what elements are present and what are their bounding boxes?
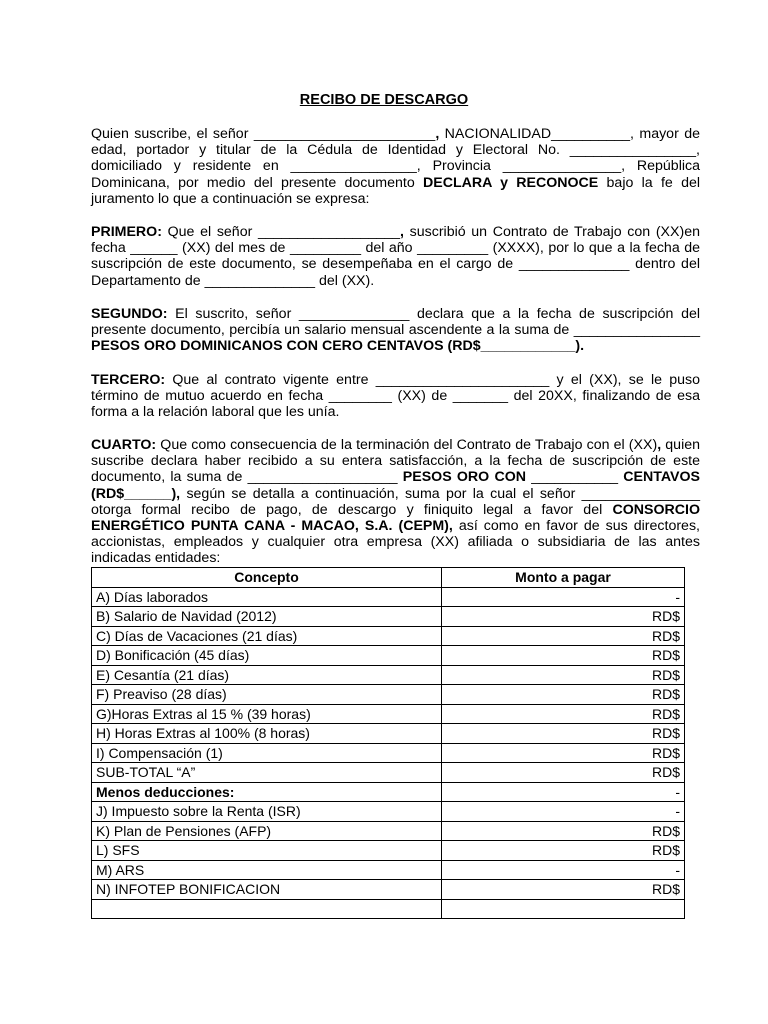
table-row (92, 782, 685, 802)
tercero-segment: TERCERO: (91, 372, 166, 388)
tercero-segment: Que al contrato vigente entre ______________________ y el (XX), se le puso término de mutuo acuerdo en fecha ________ (XX) de _______ del 20XX, finalizando de esa forma a la relación laboral que les unía. (91, 372, 700, 421)
intro-segment: , (435, 126, 440, 142)
concept-cell: C) Días de Vacaciones (21 días) (92, 626, 442, 646)
primero-segment: PRIMERO: (91, 224, 162, 240)
concept-cell: I) Compensación (1) (92, 743, 442, 763)
amount-cell: RD$ (442, 763, 685, 783)
amount-cell: RD$ (442, 685, 685, 705)
amount-cell: RD$ (442, 821, 685, 841)
segundo-segment: SEGUNDO: (91, 306, 168, 322)
table-row (92, 587, 685, 607)
segundo-segment: PESOS ORO DOMINICANOS CON CERO CENTAVOS (RD$____________). (91, 338, 585, 355)
table-row (92, 899, 685, 919)
concept-cell: G)Horas Extras al 15 % (39 horas) (92, 704, 442, 724)
cuarto-segment: según se detalla a continuación, suma por la cual el señor _______________ otorga formal recibo de pago, de descargo y finiquito legal a favor del (91, 485, 700, 518)
table-row (92, 724, 685, 744)
column-header-monto: Monto a pagar (442, 568, 685, 588)
primero-segment: Que el señor __________________ (161, 224, 401, 240)
concept-cell: K) Plan de Pensiones (AFP) (92, 821, 442, 841)
table-row (92, 665, 685, 685)
table-header-row (92, 568, 685, 588)
table-row (92, 626, 685, 646)
concept-cell: A) Días laborados (92, 587, 442, 607)
amount-cell: RD$ (442, 607, 685, 627)
table-row (92, 704, 685, 724)
primero-paragraph (91, 224, 700, 289)
intro-segment: bajo la fe del juramento lo que a continuación se expresa: (91, 174, 700, 207)
concept-cell: J) Impuesto sobre la Renta (ISR) (92, 802, 442, 822)
column-header-concepto: Concepto (92, 568, 442, 588)
amount-cell: RD$ (442, 665, 685, 685)
amount-cell: - (442, 587, 685, 607)
concept-cell (92, 899, 442, 919)
concept-cell: Menos deducciones: (92, 782, 442, 802)
table-row (92, 802, 685, 822)
table-row (92, 821, 685, 841)
table-row (92, 685, 685, 705)
table-row (92, 646, 685, 666)
table-row (92, 743, 685, 763)
segundo-segment: El suscrito, señor ______________ declara que a la fecha de suscripción del presente documento, percibía un salario mensual ascendente a la suma de ________________ (91, 306, 700, 339)
amount-cell: RD$ (442, 880, 685, 900)
amount-cell: RD$ (442, 704, 685, 724)
table-body (92, 587, 685, 919)
cuarto-segment: , (657, 437, 662, 453)
amount-cell: - (442, 860, 685, 880)
cuarto-segment: Que como consecuencia de la terminación del Contrato de Trabajo con el (XX) (156, 437, 658, 453)
tercero-paragraph (91, 372, 700, 421)
cuarto-segment: ___________ (525, 469, 624, 486)
cuarto-segment: PESOS ORO CON (402, 469, 526, 486)
amount-cell: RD$ (442, 724, 685, 744)
amount-cell: - (442, 782, 685, 802)
concept-cell: H) Horas Extras al 100% (8 horas) (92, 724, 442, 744)
table-row (92, 607, 685, 627)
cuarto-segment: CONSORCIO ENERGÉTICO PUNTA CANA - MACAO, S.A. (CEPM), (91, 501, 700, 535)
table-row (92, 763, 685, 783)
amount-cell: - (442, 802, 685, 822)
concept-cell: M) ARS (92, 860, 442, 880)
intro-segment: NACIONALIDAD__________, mayor de edad, portador y titular de la Cédula de Identidad y Electoral No. ________________, domiciliado y residente en ________________, Provincia _______________, República Dominicana, por medio del presente documento (91, 126, 700, 191)
primero-segment: suscribió un Contrato de Trabajo con (XX)en fecha ______ (XX) del mes de _________ del año _________ (XXXX), por lo que a la fecha de suscripción de este documento, se desempeñaba en el cargo de ______________ dentro del Departamento de ______________ del (XX). (91, 224, 700, 289)
segundo-paragraph (91, 306, 700, 355)
amount-cell: RD$ (442, 626, 685, 646)
intro-paragraph (91, 126, 700, 207)
amount-cell: RD$ (442, 841, 685, 861)
cuarto-segment: CENTAVOS (RD$______), (91, 469, 700, 502)
table-row (92, 841, 685, 861)
cuarto-segment: así como en favor de sus directores, accionistas, empleados y cualquier otra empresa (XX) afiliada o subsidiaria de las antes indicadas entidades: (91, 518, 700, 567)
table-row (92, 860, 685, 880)
concept-cell: E) Cesantía (21 días) (92, 665, 442, 685)
intro-segment: DECLARA y RECONOCE (423, 174, 599, 191)
concept-cell: SUB-TOTAL “A” (92, 763, 442, 783)
concept-cell: N) INFOTEP BONIFICACION (92, 880, 442, 900)
cuarto-segment: CUARTO: (91, 437, 157, 453)
concept-cell: L) SFS (92, 841, 442, 861)
concept-cell: D) Bonificación (45 días) (92, 646, 442, 666)
concept-cell: B) Salario de Navidad (2012) (92, 607, 442, 627)
cuarto-paragraph (91, 437, 700, 567)
primero-segment: , (400, 224, 404, 240)
intro-segment: Quien suscribe, el señor _______________________ (91, 126, 436, 142)
amount-cell: RD$ (442, 646, 685, 666)
table-row (92, 880, 685, 900)
document-title-text: RECIBO DE DESCARGO (299, 92, 469, 108)
document-title (0, 92, 768, 108)
amount-cell (442, 899, 685, 919)
cuarto-segment: quien suscribe declara haber recibido a su entera satisfacción, a la fecha de suscripción de este documento, la suma de ___________________ (91, 437, 700, 486)
concepts-table (91, 567, 685, 919)
amount-cell: RD$ (442, 743, 685, 763)
concept-cell: F) Preaviso (28 días) (92, 685, 442, 705)
